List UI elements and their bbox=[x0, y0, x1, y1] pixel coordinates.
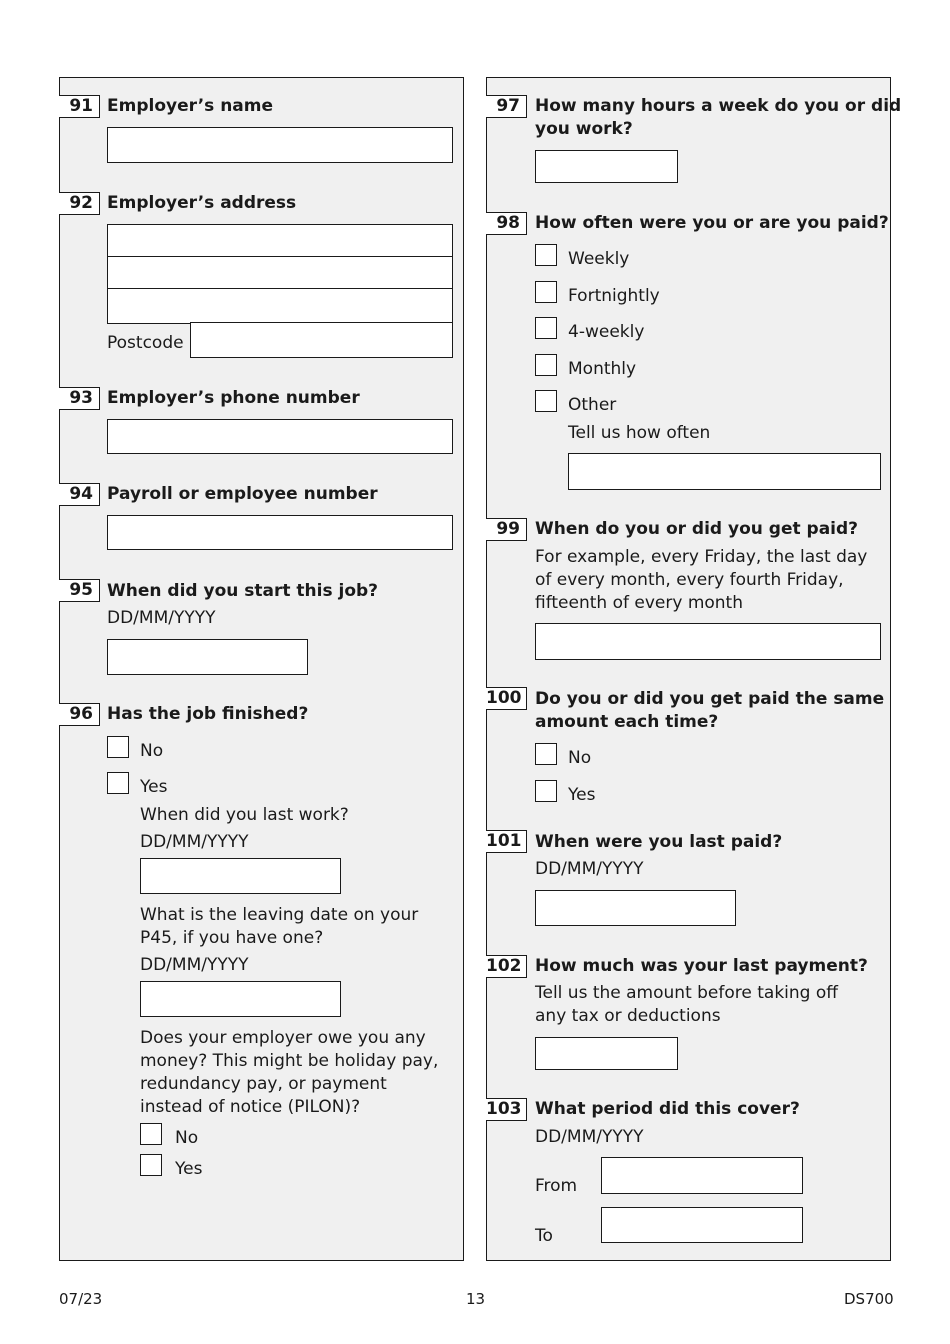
question-number-92: 92 bbox=[59, 192, 100, 215]
employer-owe-question-line-4: instead of notice (PILON)? bbox=[140, 1097, 361, 1117]
employer-owe-question-line-2: money? This might be holiday pay, bbox=[140, 1051, 439, 1071]
question-title-100-line-2: amount each time? bbox=[535, 712, 719, 732]
employer-name-input[interactable] bbox=[107, 127, 453, 163]
job-finished-no-label: No bbox=[140, 741, 164, 761]
question-title-99: When do you or did you get paid? bbox=[535, 519, 859, 539]
postcode-input[interactable] bbox=[190, 322, 453, 358]
last-work-date-input[interactable] bbox=[140, 858, 341, 894]
other-frequency-hint: Tell us how often bbox=[568, 423, 711, 443]
employer-owe-no-label: No bbox=[175, 1128, 199, 1148]
question-number-101: 101 bbox=[486, 830, 527, 853]
question-number-102: 102 bbox=[486, 955, 527, 978]
form-code: DS700 bbox=[844, 1290, 894, 1308]
question-number-93: 93 bbox=[59, 387, 100, 410]
p45-leaving-date-input[interactable] bbox=[140, 981, 341, 1017]
employer-phone-input[interactable] bbox=[107, 419, 453, 454]
pay-frequency-weekly-label: Weekly bbox=[568, 249, 630, 269]
period-to-label: To bbox=[535, 1226, 553, 1246]
employer-address-line-3-input[interactable] bbox=[107, 288, 453, 324]
pay-frequency-monthly-label: Monthly bbox=[568, 359, 637, 379]
same-amount-no-checkbox[interactable] bbox=[535, 743, 557, 765]
question-number-91: 91 bbox=[59, 95, 100, 118]
pay-day-hint-line-3: fifteenth of every month bbox=[535, 593, 743, 613]
pay-frequency-4-weekly-label: 4-weekly bbox=[568, 322, 645, 342]
employer-address-line-2-input[interactable] bbox=[107, 256, 453, 290]
question-title-96: Has the job finished? bbox=[107, 704, 309, 724]
question-title-97-line-2: you work? bbox=[535, 119, 633, 139]
question-title-100-line-1: Do you or did you get paid the same bbox=[535, 689, 885, 709]
question-number-96: 96 bbox=[59, 703, 100, 726]
question-number-94: 94 bbox=[59, 483, 100, 506]
question-number-97: 97 bbox=[486, 95, 527, 118]
employer-owe-yes-checkbox[interactable] bbox=[140, 1154, 162, 1176]
question-number-98: 98 bbox=[486, 212, 527, 235]
same-amount-yes-checkbox[interactable] bbox=[535, 780, 557, 802]
date-format-hint: DD/MM/YYYY bbox=[140, 832, 249, 852]
pay-frequency-monthly-checkbox[interactable] bbox=[535, 354, 557, 376]
employer-owe-question-line-3: redundancy pay, or payment bbox=[140, 1074, 387, 1094]
job-finished-yes-label: Yes bbox=[140, 777, 168, 797]
employer-owe-no-checkbox[interactable] bbox=[140, 1123, 162, 1145]
period-from-date-input[interactable] bbox=[601, 1157, 803, 1194]
job-start-date-input[interactable] bbox=[107, 639, 308, 675]
question-title-91: Employer’s name bbox=[107, 96, 274, 116]
pay-day-hint-line-1: For example, every Friday, the last day bbox=[535, 547, 868, 567]
question-title-103: What period did this cover? bbox=[535, 1099, 800, 1119]
pay-day-input[interactable] bbox=[535, 623, 881, 660]
question-title-94: Payroll or employee number bbox=[107, 484, 378, 504]
p45-question-line-2: P45, if you have one? bbox=[140, 928, 324, 948]
question-title-92: Employer’s address bbox=[107, 193, 297, 213]
last-payment-hint-line-1: Tell us the amount before taking off bbox=[535, 983, 838, 1003]
employer-owe-question-line-1: Does your employer owe you any bbox=[140, 1028, 426, 1048]
payroll-number-input[interactable] bbox=[107, 515, 453, 550]
pay-frequency-4-weekly-checkbox[interactable] bbox=[535, 317, 557, 339]
period-to-date-input[interactable] bbox=[601, 1207, 803, 1243]
date-format-hint: DD/MM/YYYY bbox=[535, 859, 644, 879]
question-number-100: 100 bbox=[486, 687, 527, 710]
pay-frequency-weekly-checkbox[interactable] bbox=[535, 244, 557, 266]
last-payment-amount-input[interactable] bbox=[535, 1037, 678, 1070]
page-number: 13 bbox=[466, 1290, 486, 1308]
p45-question-line-1: What is the leaving date on your bbox=[140, 905, 419, 925]
question-title-102: How much was your last payment? bbox=[535, 956, 868, 976]
footer-date: 07/23 bbox=[59, 1290, 103, 1308]
employer-address-line-1-input[interactable] bbox=[107, 224, 453, 258]
question-number-99: 99 bbox=[486, 518, 527, 541]
same-amount-yes-label: Yes bbox=[568, 785, 596, 805]
job-finished-no-checkbox[interactable] bbox=[107, 736, 129, 758]
date-format-hint: DD/MM/YYYY bbox=[535, 1127, 644, 1147]
pay-frequency-other-checkbox[interactable] bbox=[535, 390, 557, 412]
date-format-hint: DD/MM/YYYY bbox=[140, 955, 249, 975]
other-frequency-input[interactable] bbox=[568, 453, 881, 490]
employer-owe-yes-label: Yes bbox=[175, 1159, 203, 1179]
weekly-hours-input[interactable] bbox=[535, 150, 678, 183]
job-finished-yes-checkbox[interactable] bbox=[107, 772, 129, 794]
period-from-label: From bbox=[535, 1176, 578, 1196]
question-number-95: 95 bbox=[59, 579, 100, 602]
question-title-95: When did you start this job? bbox=[107, 581, 379, 601]
last-paid-date-input[interactable] bbox=[535, 890, 736, 926]
last-work-label: When did you last work? bbox=[140, 805, 349, 825]
question-title-98: How often were you or are you paid? bbox=[535, 213, 889, 233]
pay-frequency-fortnightly-label: Fortnightly bbox=[568, 286, 660, 306]
pay-frequency-other-label: Other bbox=[568, 395, 617, 415]
question-title-93: Employer’s phone number bbox=[107, 388, 360, 408]
date-format-hint: DD/MM/YYYY bbox=[107, 608, 216, 628]
question-number-103: 103 bbox=[486, 1098, 527, 1121]
pay-day-hint-line-2: of every month, every fourth Friday, bbox=[535, 570, 844, 590]
same-amount-no-label: No bbox=[568, 748, 592, 768]
last-payment-hint-line-2: any tax or deductions bbox=[535, 1006, 721, 1026]
pay-frequency-fortnightly-checkbox[interactable] bbox=[535, 281, 557, 303]
question-title-97-line-1: How many hours a week do you or did bbox=[535, 96, 902, 116]
question-title-101: When were you last paid? bbox=[535, 832, 783, 852]
postcode-label: Postcode bbox=[107, 333, 184, 353]
